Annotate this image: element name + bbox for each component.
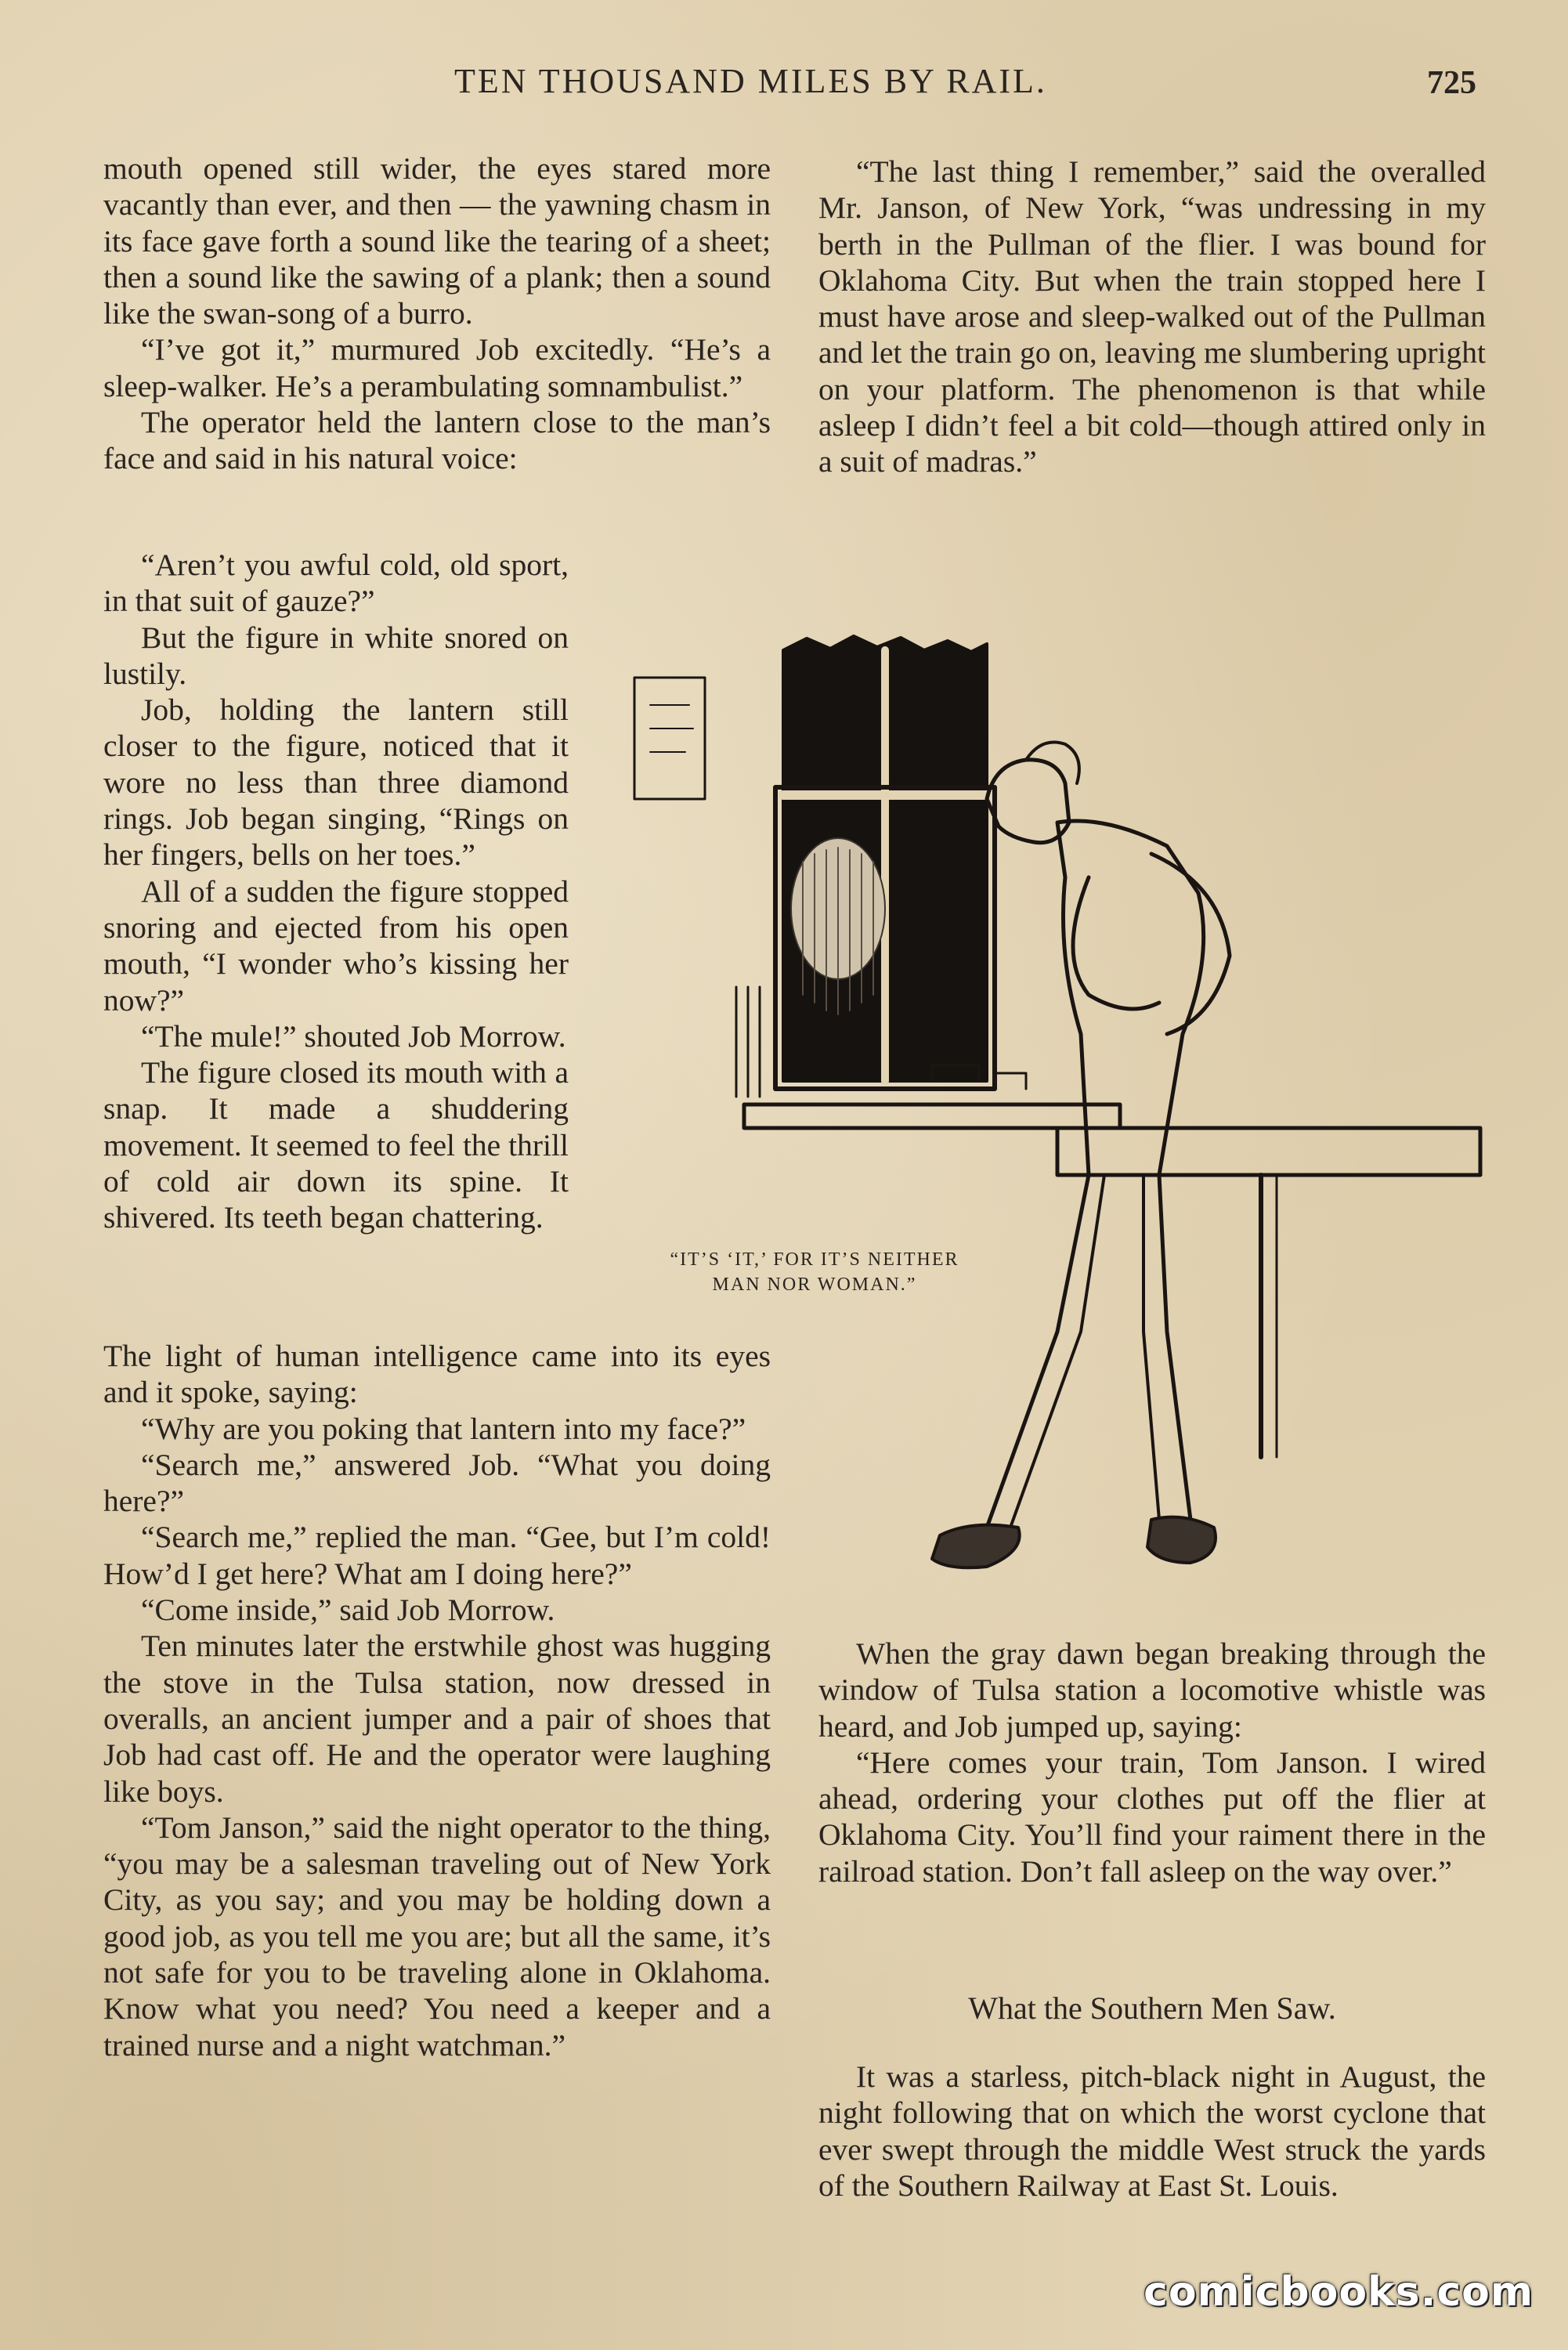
paragraph: “Why are you poking that lantern into my face?” [141, 1411, 746, 1446]
paragraph: “The last thing I remember,” said the overalled Mr. Janson, of New York, “was undressing in my berth in the Pullman of the flier. I was bound for Oklahoma City. But when the train stopped here I must have arose and sleep-walked out of the Pullman and let the train go on, leaving me slumbering upright on your platform. The phenomenon is that while asleep I didn’t feel a bit cold—though attired only in a suit of madras.” [818, 154, 1486, 479]
man-leg-right [1159, 1175, 1190, 1520]
right-column-section [818, 2059, 1486, 2204]
man-leg-left [948, 1175, 1089, 1551]
paragraph: “Aren’t you awful cold, old sport, in that suit of gauze?” [103, 548, 569, 619]
paragraph: “The mule!” shouted Job Morrow. [141, 1018, 566, 1054]
page-number: 725 [1427, 65, 1476, 101]
left-column-top [103, 150, 771, 477]
illustration-sleepwalker [619, 627, 1496, 1598]
paragraph: When the gray dawn began breaking through the window of Tulsa station a locomotive whistle was heard, and Job jumped up, saying: [818, 1636, 1486, 1744]
section-heading: What the Southern Men Saw. [968, 1990, 1336, 2026]
caption-line: “IT’S ‘IT,’ FOR IT’S NEITHER [670, 1249, 959, 1270]
left-column-narrow [103, 547, 569, 1236]
right-column-top [818, 154, 1486, 480]
shoe-left [932, 1525, 1020, 1568]
man-torso [1057, 821, 1204, 1175]
paragraph: All of a sudden the figure stopped snoring and ejected from his open mouth, “I wonder who’s kissing her now?” [103, 873, 569, 1018]
counter [1057, 1128, 1480, 1175]
paragraph: The light of human intelligence came into its eyes and it spoke, saying: [103, 1339, 771, 1410]
watermark: comicbooks.com [1143, 2269, 1534, 2316]
paragraph: Job, holding the lantern still closer to the figure, noticed that it wore no less than three diamond rings. Job began singing, “Rings on her fingers, bells on her toes.” [103, 692, 569, 873]
paragraph: But the figure in white snored on lustily. [103, 620, 569, 691]
paragraph: mouth opened still wider, the eyes stared more vacantly than ever, and then — the yawning chasm in its face gave forth a sound like the tearing of a sheet; then a sound like the sawing of a plank; then a sound like the swan-song of a burro. [103, 151, 771, 331]
paragraph: “I’ve got it,” murmured Job excitedly. “He’s a sleep-walker. He’s a perambulating somnambulist.” [103, 332, 771, 403]
illustration-caption [595, 1247, 1034, 1297]
man-arm-right [1073, 877, 1159, 1009]
paragraph: “Come inside,” said Job Morrow. [141, 1593, 555, 1628]
paragraph: “Search me,” replied the man. “Gee, but I’m cold! How’d I get here? What am I doing here?” [103, 1520, 771, 1591]
paragraph: It was a starless, pitch-black night in August, the night following that on which the worst cyclone that ever swept through the middle West struck the yards of the Southern Railway at East St. Louis. [818, 2059, 1486, 2203]
paragraph: The figure closed its mouth with a snap. It made a shuddering movement. It seemed to feel the thrill of cold air down its spine. It shivered. Its teeth began chattering. [103, 1055, 569, 1235]
paper-notice [634, 678, 705, 799]
page-header [0, 61, 1568, 116]
paragraph: “Search me,” answered Job. “What you doing here?” [103, 1447, 771, 1519]
running-title: TEN THOUSAND MILES BY RAIL. [454, 62, 1047, 100]
shoe-right [1147, 1517, 1216, 1563]
paragraph: Ten minutes later the erstwhile ghost was hugging the stove in the Tulsa station, now dressed in overalls, an ancient jumper and a pair of shoes that Job had cast off. He and the operator were laughing like boys. [103, 1629, 771, 1809]
paragraph: The operator held the lantern close to the man’s face and said in his natural voice: [103, 405, 771, 476]
paragraph: “Tom Janson,” said the night operator to the thing, “you may be a salesman traveling out of New York City, as you say; and you may be holding down a good job, as you tell me you are; but all the same, it’s not safe for you to be traveling alone in Oklahoma. Know what you need? You need a keeper and a trained nurse and a night watchman.” [103, 1810, 771, 2063]
caption-line: MAN NOR WOMAN.” [712, 1274, 917, 1295]
right-column-bottom [818, 1636, 1486, 1889]
paragraph: “Here comes your train, Tom Janson. I wired ahead, ordering your clothes put off the flier at Oklahoma City. You’ll find your raiment there in the railroad station. Don’t fall asleep on the way over.” [818, 1744, 1486, 1889]
window-sill [744, 1104, 1120, 1128]
